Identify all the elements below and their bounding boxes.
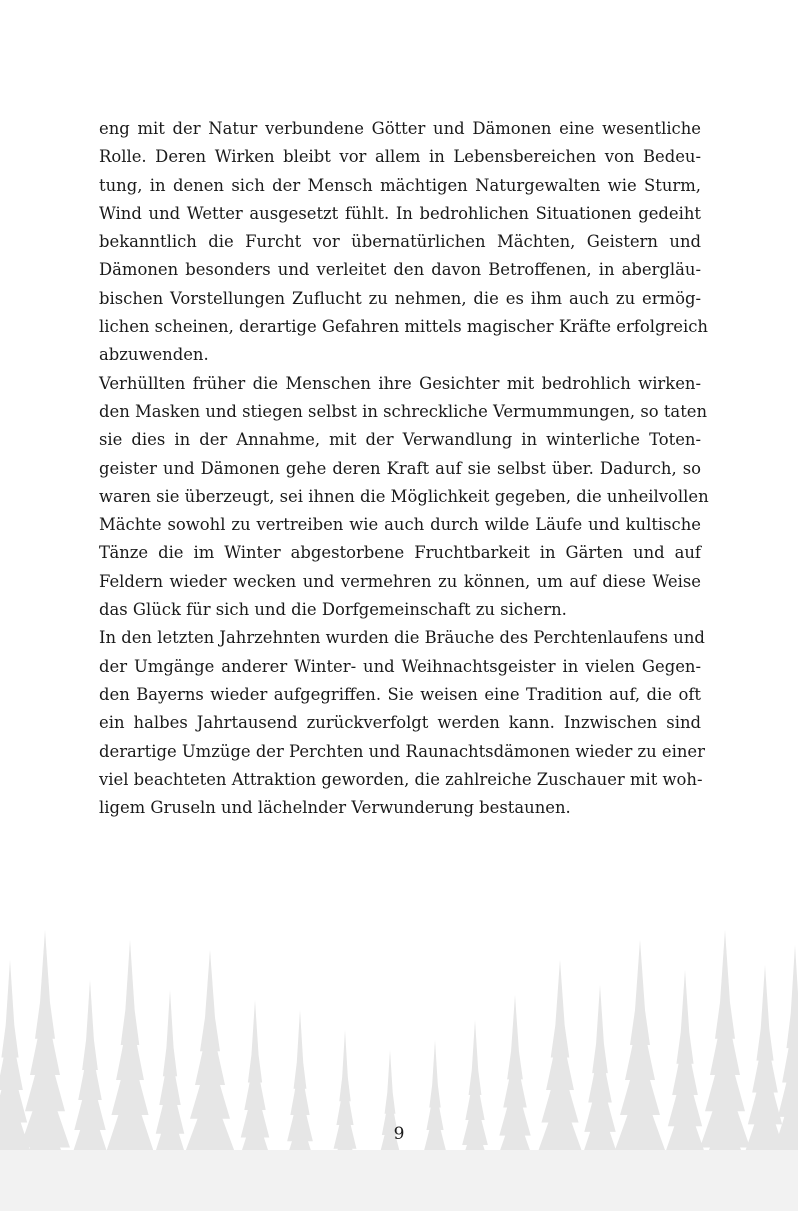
- text-line: bekanntlich die Furcht vor übernatürlichen Mächten, Geistern und: [99, 232, 701, 252]
- text-line: der Umgänge anderer Winter- und Weihnachtsgeister in vielen Gegen-: [99, 656, 701, 676]
- text-line: In den letzten Jahrzehnten wurden die Bräuche des Perchtenlaufens und: [99, 628, 705, 648]
- text-line: den Masken und stiegen selbst in schreckliche Vermummungen, so taten: [99, 401, 708, 421]
- text-line: eng mit der Natur verbundene Götter und Dämonen eine wesentliche: [99, 119, 701, 138]
- text-line: Dämonen besonders und verleitet den davon Betroffenen, in abergläu-: [99, 260, 701, 280]
- text-line: den Bayerns wieder aufgegriffen. Sie weisen eine Tradition auf, die oft: [99, 684, 701, 704]
- text-line: Rolle. Deren Wirken bleibt vor allem in Lebensbereichen von Bedeu-: [99, 147, 701, 167]
- page-number: 9: [393, 1124, 405, 1144]
- text-line: Tänze die im Winter abgestorbene Fruchtbarkeit in Gärten und auf: [99, 543, 701, 563]
- paragraph-2: [99, 370, 709, 625]
- ground-haze: [0, 1150, 798, 1211]
- text-line: Verhüllten früher die Menschen ihre Gesichter mit bedrohlich wirken-: [99, 373, 701, 393]
- text-line: das Glück für sich und die Dorfgemeinschaft zu sichern.: [99, 600, 567, 620]
- body-text: [99, 115, 709, 822]
- forest-silhouette-illustration: [0, 900, 798, 1211]
- text-line: bischen Vorstellungen Zuflucht zu nehmen, die es ihm auch zu ermög-: [99, 288, 701, 308]
- text-line: abzuwenden.: [99, 345, 209, 365]
- text-line: sie dies in der Annahme, mit der Verwandlung in winterliche Toten-: [99, 430, 701, 450]
- text-line: Mächte sowohl zu vertreiben wie auch durch wilde Läufe und kultische: [99, 515, 701, 535]
- text-line: Feldern wieder wecken und vermehren zu können, um auf diese Weise: [99, 571, 701, 591]
- text-line: ligem Gruseln und lächelnder Verwunderung bestaunen.: [99, 798, 571, 818]
- text-line: geister und Dämonen gehe deren Kraft auf sie selbst über. Dadurch, so: [99, 458, 701, 478]
- text-line: ein halbes Jahrtausend zurückverfolgt werden kann. Inzwischen sind: [99, 713, 701, 733]
- text-line: Wind und Wetter ausgesetzt fühlt. In bedrohlichen Situationen gedeiht: [99, 203, 701, 223]
- text-line: lichen scheinen, derartige Gefahren mittels magischer Kräfte erfolgreich: [99, 317, 708, 337]
- paragraph-3: [99, 624, 705, 822]
- text-line: tung, in denen sich der Mensch mächtigen Naturgewalten wie Sturm,: [99, 175, 701, 195]
- text-line: viel beachteten Attraktion geworden, die zahlreiche Zuschauer mit woh-: [99, 769, 703, 789]
- text-line: derartige Umzüge der Perchten und Raunachtsdämonen wieder zu einer: [99, 741, 705, 761]
- paragraph-1: [99, 115, 708, 370]
- text-line: waren sie überzeugt, sei ihnen die Möglichkeit gegeben, die unheilvollen: [99, 486, 709, 506]
